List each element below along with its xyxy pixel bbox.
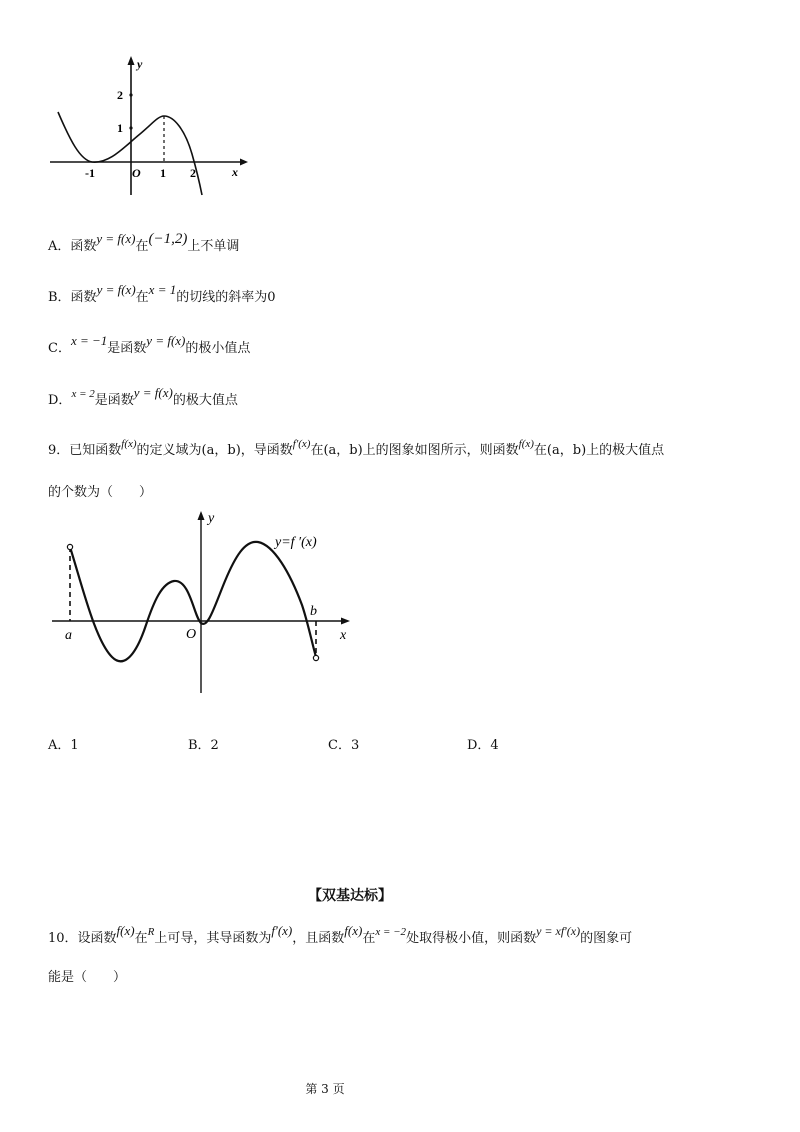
question-9-line2: 的个数为（ ） xyxy=(48,485,153,500)
graph1-y-label: y xyxy=(137,57,143,71)
graph1-xtick-2: 2 xyxy=(190,166,196,180)
function-graph-1 xyxy=(40,50,260,200)
graph1-x-label: x xyxy=(232,165,238,179)
derivative-graph xyxy=(50,505,360,700)
question-10-line1: 10．设函数f(x)在$^R$上可导，其导函数为f′(x)，且函数f(x)在$^{x = -2}$处取得极小值，则函数y = xf′(x)的图象可 xyxy=(48,923,633,946)
graph1-ytick-2: 2 xyxy=(117,88,123,102)
option-9b: B．2 xyxy=(188,738,219,753)
option-8d: D．$^{x = 2}$是函数y = f(x)的极大值点 xyxy=(48,385,238,408)
option-8a: A．函数y = f(x)在(−1,2)上不单调 xyxy=(48,231,240,254)
page-number: 第 3 页 xyxy=(305,1082,345,1096)
graph1-origin: O xyxy=(132,166,141,180)
option-9c: C．3 xyxy=(328,738,360,753)
option-8c: C．x = −1是函数y = f(x)的极小值点 xyxy=(48,333,251,356)
question-9-line1: 9．已知函数$^{f(x)}$的定义域为(a，b)，导函数$^{f'(x)}$在(a，b)上的图象如图所示，则函数$^{f(x)}$在(a，b)上的极大值点 xyxy=(48,438,665,458)
graph1-xtick-neg1: -1 xyxy=(85,166,95,180)
graph2-x-label: x xyxy=(340,628,347,643)
graph1-ytick-1: 1 xyxy=(117,121,123,135)
section-title: 【双基达标】 xyxy=(308,888,392,904)
question-10-line2: 能是（ ） xyxy=(48,970,127,985)
graph1-xtick-1: 1 xyxy=(160,166,166,180)
option-9d: D．4 xyxy=(467,738,499,753)
graph2-b-label: b xyxy=(310,604,317,619)
graph2-curve-label: y=f ′(x) xyxy=(275,535,317,550)
graph2-y-label: y xyxy=(208,511,215,526)
option-8b: B．函数y = f(x)在x = 1的切线的斜率为0 xyxy=(48,282,276,305)
graph2-origin: O xyxy=(186,627,197,642)
option-9a: A．1 xyxy=(48,738,79,753)
graph2-a-label: a xyxy=(65,628,72,643)
